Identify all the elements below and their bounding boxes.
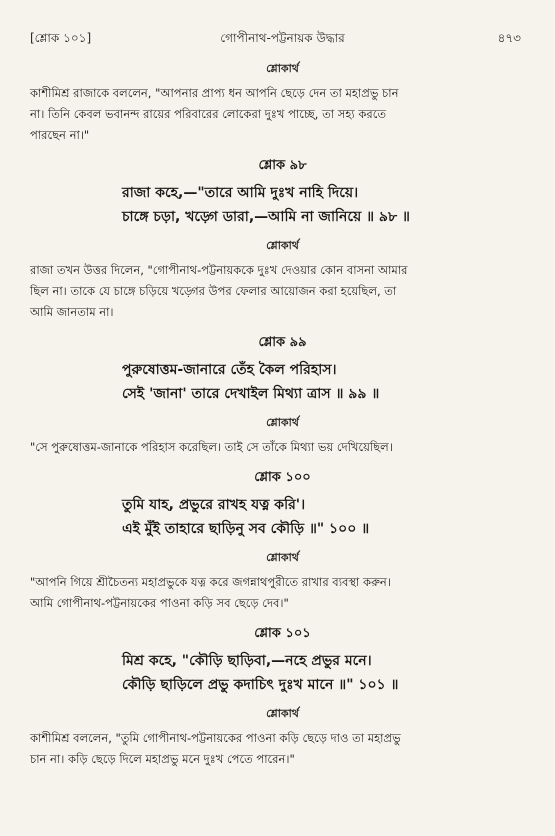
translation-paragraph: [30, 437, 535, 458]
verse-number-title: শ্লোক ৯৯: [258, 335, 307, 350]
verse-number-title: শ্লোক ৯৮: [258, 158, 307, 173]
paragraph-line: আমি জানতাম না।: [30, 305, 114, 319]
paragraph-line: না। তিনি কেবল ভবানন্দ রায়ের পরিবারের লোকেরা দুঃখ পাচ্ছে, তা সহ্য করতে: [30, 107, 386, 121]
translation-paragraph: [30, 728, 535, 770]
verse-line: কৌড়ি ছাড়িলে প্রভু কদাচিৎ দুঃখ মানে ॥" ১০১ ॥: [122, 677, 399, 693]
translation-paragraph: [30, 260, 535, 323]
verse-number-title: শ্লোক ১০১: [254, 626, 311, 641]
paragraph-line: রাজা তখন উত্তর দিলেন, "গোপীনাথ-পট্টনায়ককে দুঃখ দেওয়ার কোন বাসনা আমার: [30, 263, 408, 277]
verse-line: পুরুষোত্তম-জানারে তেঁহ কৈল পরিহাস।: [122, 362, 337, 378]
verse-line: সেই 'জানা' তারে দেখাইল মিথ্যা ত্রাস ॥ ৯৯ ॥: [122, 386, 380, 402]
verse-number-title: শ্লোক ১০০: [254, 470, 311, 485]
verse-line: এই মুঁই তাহারে ছাড়িনু সব কৌড়ি ॥" ১০০ ॥: [122, 521, 370, 537]
verse-line: মিশ্র কহে, "কৌড়ি ছাড়িবা,—নহে প্রভুর মনে।: [122, 653, 372, 669]
translation-paragraph: [30, 83, 535, 146]
translation-heading: শ্লোকার্থ: [266, 551, 299, 564]
page-number: ৪৭৩: [497, 31, 521, 45]
verse-text: [30, 358, 535, 406]
paragraph-line: ছিল না। তাকে যে চাঙ্গে চড়িয়ে খড়্গের উপর ফেলার আয়োজন করা হয়েছিল, তা: [30, 284, 397, 298]
header-chapter-title: গোপীনাথ-পট্টনায়ক উদ্ধার: [220, 31, 345, 45]
page-header: [30, 30, 535, 52]
verse-text: [30, 649, 535, 697]
verse-line: রাজা কহে,—"তারে আমি দুঃখ নাহি দিয়ে।: [122, 185, 359, 201]
translation-heading: শ্লোকার্থ: [266, 239, 299, 252]
translation-heading: শ্লোকার্থ: [266, 416, 299, 429]
paragraph-line: পারছেন না।": [30, 128, 90, 142]
verse-line: তুমি যাহ, প্রভুরে রাখহ যত্ন করি'।: [122, 497, 306, 513]
paragraph-line: চান না। কড়ি ছেড়ে দিলে মহাপ্রভু মনে দুঃখ পেতে পারেন।": [30, 752, 295, 766]
page-content: [30, 60, 535, 770]
paragraph-line: "আপনি গিয়ে শ্রীচৈতন্য মহাপ্রভুকে যত্ন করে জগন্নাথপুরীতে রাখার ব্যবস্থা করুন।: [30, 575, 391, 589]
verse-text: [30, 181, 535, 229]
verse-text: [30, 493, 535, 541]
paragraph-line: "সে পুরুষোত্তম-জানাকে পরিহাস করেছিল। তাই সে তাঁকে মিথ্যা ভয় দেখিয়েছিল।: [30, 440, 393, 454]
paragraph-line: কাশীমিশ্র বললেন, "তুমি গোপীনাথ-পট্টনায়কের পাওনা কড়ি ছেড়ে দাও তা মহাপ্রভু: [30, 731, 401, 745]
translation-paragraph: [30, 572, 535, 614]
verse-line: চাঙ্গে চড়া, খড়্গে ডারা,—আমি না জানিয়ে ॥ ৯৮ ॥: [122, 209, 410, 225]
paragraph-line: কাশীমিশ্র রাজাকে বললেন, "আপনার প্রাপ্য ধন আপনি ছেড়ে দেন তা মহাপ্রভু চান: [30, 86, 399, 100]
paragraph-line: আমি গোপীনাথ-পট্টনায়কের পাওনা কড়ি সব ছেড়ে দেব।": [30, 596, 289, 610]
translation-heading: শ্লোকার্থ: [266, 707, 299, 720]
translation-heading: শ্লোকার্থ: [266, 62, 299, 75]
header-verse-ref: [শ্লোক ১০১]: [30, 31, 92, 45]
